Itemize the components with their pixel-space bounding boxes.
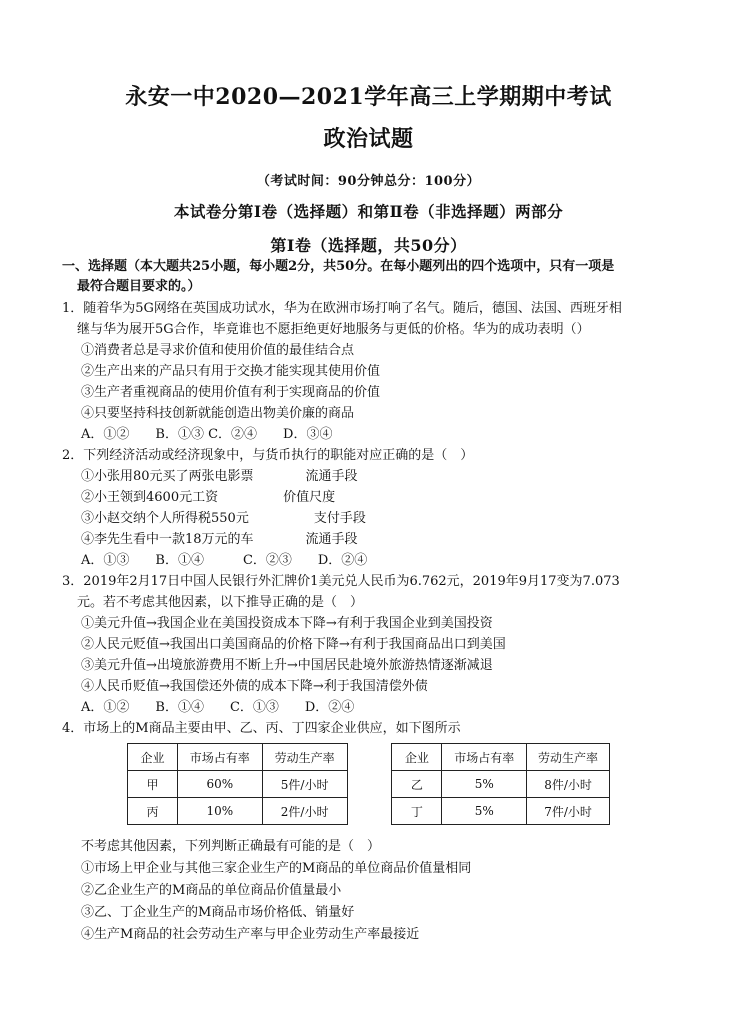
exam-structure: 本试卷分第Ⅰ卷（选择题）和第Ⅱ卷（非选择题）两部分: [173, 202, 564, 221]
table-header-cell: 劳动生产率: [527, 744, 610, 771]
q1-option-3: ③生产者重视商品的使用价值有利于实现商品的价值: [81, 385, 381, 400]
instructions-line-1: 一、选择题（本大题共25小题，每小题2分，共50分。在每小题列出的四个选项中，只有一项是: [62, 259, 615, 274]
enterprise-table: [127, 743, 610, 825]
table-cell: 5件/小时: [262, 771, 347, 798]
q3-stem-2: 元。若不考虑其他因素，以下推导正确的是（ ）: [77, 595, 364, 610]
table-cell: 5%: [442, 798, 527, 825]
exam-info: （考试时间：90分钟总分：100分）: [256, 174, 481, 189]
table-gap: [347, 798, 392, 825]
q4-option-1: ①市场上甲企业与其他三家企业生产的M商品的单位商品价值量相同: [81, 861, 472, 876]
exam-title: 永安一中2020—2021学年高三上学期期中考试: [125, 84, 612, 110]
q3-stem-1: 3．2019年2月17日中国人民银行外汇牌价1美元兑人民币为6.762元，2019年9月17变为7.073: [62, 574, 620, 589]
q1-stem-1: 1．随着华为5G网络在英国成功试水，华为在欧洲市场打响了名气。随后，德国、法国、西班牙相: [62, 301, 622, 316]
instructions-line-2: 最符合题目要求的。）: [77, 279, 201, 294]
table-header-row: [128, 744, 610, 771]
table-header-cell: 劳动生产率: [262, 744, 347, 771]
table-row: [128, 771, 610, 798]
q4-stem: 4．市场上的M商品主要由甲、乙、丙、丁四家企业供应，如下图所示: [62, 721, 461, 736]
exam-subtitle: 政治试题: [323, 126, 414, 152]
table-cell: 7件/小时: [527, 798, 610, 825]
table-row: [128, 798, 610, 825]
table-cell: 8件/小时: [527, 771, 610, 798]
q4-option-4: ④生产M商品的社会劳动生产率与甲企业劳动生产率最接近: [81, 927, 420, 942]
q3-option-4: ④人民币贬值→我国偿还外债的成本下降→利于我国清偿外债: [81, 679, 428, 694]
q2-option-3: ③小赵交纳个人所得税550元 支付手段: [81, 511, 366, 526]
q4-option-3: ③乙、丁企业生产的M商品市场价格低、销量好: [81, 905, 355, 920]
q2-answers: A．①③ B．①④ C．②③ D．②④: [81, 553, 368, 568]
table-header-cell: 市场占有率: [177, 744, 262, 771]
q4-option-2: ②乙企业生产的M商品的单位商品价值量最小: [81, 883, 342, 898]
section-heading: 第Ⅰ卷（选择题，共50分）: [270, 236, 467, 255]
q2-option-4: ④李先生看中一款18万元的车 流通手段: [81, 532, 358, 547]
table-cell: 丁: [392, 798, 442, 825]
table-header-cell: 企业: [128, 744, 178, 771]
q1-stem-2: 继与华为展开5G合作，毕竟谁也不愿拒绝更好地服务与更低的价格。华为的成功表明（）: [77, 322, 590, 337]
table-cell: 乙: [392, 771, 442, 798]
q2-stem: 2．下列经济活动或经济现象中，与货币执行的职能对应正确的是（ ）: [62, 448, 474, 463]
table-cell: 60%: [177, 771, 262, 798]
q2-option-2: ②小王领到4600元工资 价值尺度: [81, 490, 336, 505]
table-cell: 5%: [442, 771, 527, 798]
table-cell: 甲: [128, 771, 178, 798]
q3-option-3: ③美元升值→出境旅游费用不断上升→中国居民赴境外旅游热情逐渐减退: [81, 658, 493, 673]
table-gap: [347, 771, 392, 798]
q1-option-2: ②生产出来的产品只有用于交换才能实现其使用价值: [81, 364, 381, 379]
table-cell: 10%: [177, 798, 262, 825]
q1-option-4: ④只要坚持科技创新就能创造出物美价廉的商品: [81, 406, 355, 421]
table-gap: [347, 744, 392, 771]
q3-option-1: ①美元升值→我国企业在美国投资成本下降→有利于我国企业到美国投资: [81, 616, 493, 631]
table-cell: 丙: [128, 798, 178, 825]
q1-answers: A．①② B．①③ C．②④ D．③④: [81, 427, 333, 442]
q3-option-2: ②人民元贬值→我国出口美国商品的价格下降→有利于我国商品出口到美国: [81, 637, 506, 652]
table-cell: 2件/小时: [262, 798, 347, 825]
table-header-cell: 市场占有率: [442, 744, 527, 771]
q1-option-1: ①消费者总是寻求价值和使用价值的最佳结合点: [81, 343, 355, 358]
q2-option-1: ①小张用80元买了两张电影票 流通手段: [81, 469, 358, 484]
q4-question: 不考虑其他因素，下列判断正确最有可能的是（ ）: [81, 839, 381, 854]
table-header-cell: 企业: [392, 744, 442, 771]
q3-answers: A．①② B．①④ C．①③ D．②④: [81, 700, 355, 715]
